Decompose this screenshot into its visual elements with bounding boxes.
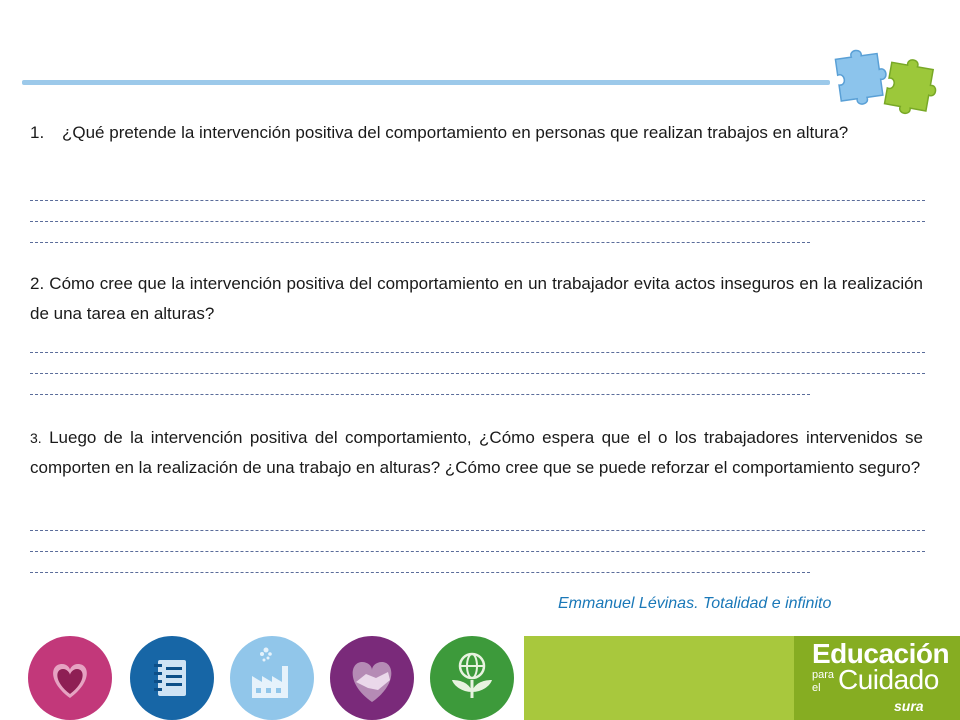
brand-cuidado: Cuidado xyxy=(838,664,939,695)
quote-attribution: Emmanuel Lévinas. Totalidad e infinito xyxy=(558,595,832,612)
question-1-number: 1. xyxy=(30,123,45,142)
puzzle-icon xyxy=(832,42,950,120)
brand-el: el xyxy=(812,682,821,694)
notebook-icon xyxy=(130,636,214,720)
heart-circle xyxy=(28,636,112,720)
answer-line[interactable] xyxy=(30,221,925,222)
heart-icon xyxy=(28,636,112,720)
brand-educacion: Educación xyxy=(812,638,950,669)
factory-circle xyxy=(230,636,314,720)
handshake-icon xyxy=(330,636,414,720)
answer-line[interactable] xyxy=(30,242,810,243)
answer-line[interactable] xyxy=(30,394,810,395)
question-2-text: 2. Cómo cree que la intervención positiva del comportamiento en un trabajador evita actos inseguros en la realización de una tarea en alturas? xyxy=(30,274,923,323)
globe-plant-icon xyxy=(430,636,514,720)
globe-plant-circle xyxy=(430,636,514,720)
question-1-text: ¿Qué pretende la intervención positiva del comportamiento en personas que realizan trabajos en altura? xyxy=(62,123,849,142)
question-1 xyxy=(30,118,923,148)
factory-icon xyxy=(230,636,314,720)
handshake-circle xyxy=(330,636,414,720)
header-rule xyxy=(22,80,830,85)
answer-line[interactable] xyxy=(30,373,925,374)
question-2 xyxy=(30,269,923,329)
answer-line[interactable] xyxy=(30,551,925,552)
answer-lines-3[interactable] xyxy=(30,530,925,593)
brand-para: para xyxy=(812,669,835,681)
answer-lines-1[interactable] xyxy=(30,200,925,263)
brand-banner-left xyxy=(524,636,794,720)
notebook-circle xyxy=(130,636,214,720)
question-3-text: Luego de la intervención positiva del comportamiento, ¿Cómo espera que el o los trabajadores intervenidos se comporten en la realización de una trabajo en alturas? ¿Cómo cree que se puede reforzar el comportamiento seguro? xyxy=(30,428,923,477)
question-3-number: 3. xyxy=(30,430,42,446)
question-3 xyxy=(30,423,923,483)
answer-line[interactable] xyxy=(30,200,925,201)
answer-line[interactable] xyxy=(30,530,925,531)
answer-line[interactable] xyxy=(30,352,925,353)
answer-line[interactable] xyxy=(30,572,810,573)
answer-lines-2[interactable] xyxy=(30,352,925,415)
brand-sura-logo: sura xyxy=(894,698,924,714)
